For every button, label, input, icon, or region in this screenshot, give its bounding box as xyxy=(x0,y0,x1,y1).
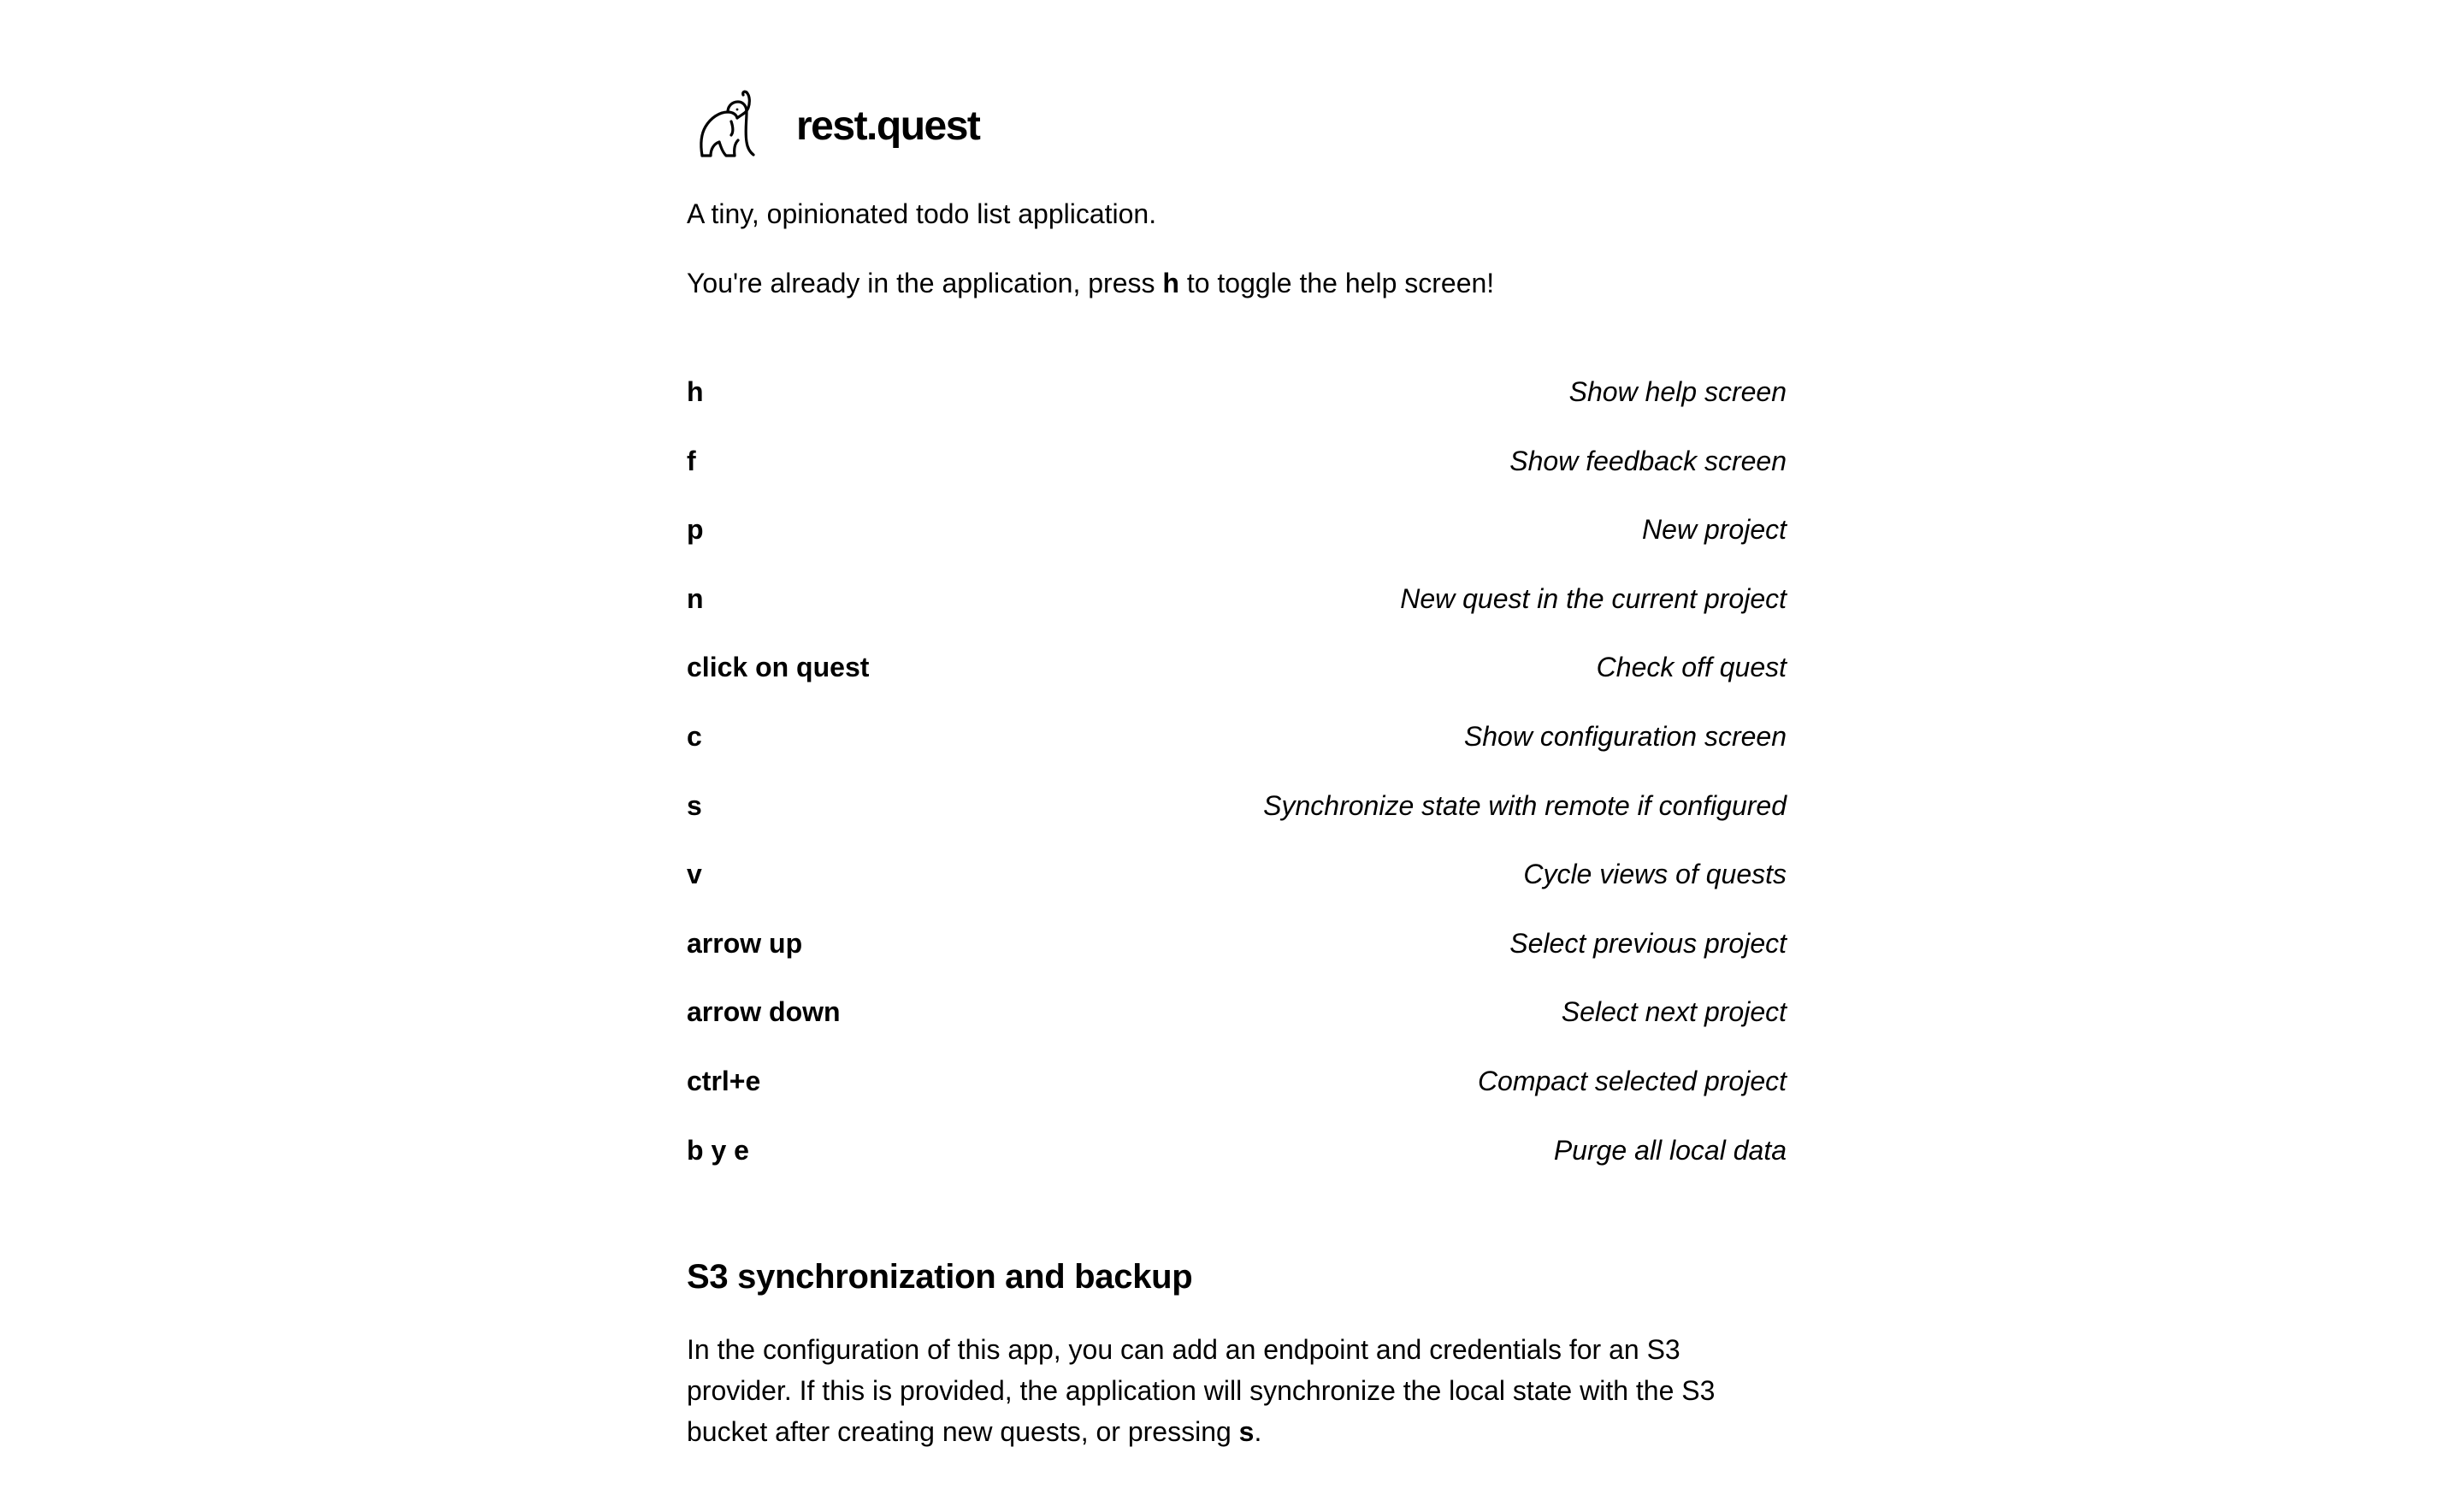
shortcut-description: Show configuration screen xyxy=(1463,720,1787,752)
shortcut-description: Show help screen xyxy=(1568,376,1787,407)
shortcut-description: Show feedback screen xyxy=(1509,445,1787,476)
shortcut-row-next-project xyxy=(687,991,1787,1060)
shortcut-key: v xyxy=(687,859,702,890)
shortcut-description: New quest in the current project xyxy=(1400,582,1787,614)
s3-section-title: S3 synchronization and backup xyxy=(687,1258,1193,1296)
shortcut-description: New project xyxy=(1642,514,1787,546)
help-hint xyxy=(687,263,1494,304)
shortcut-key: c xyxy=(687,720,702,752)
shortcut-row-feedback xyxy=(687,440,1787,510)
shortcut-description: Cycle views of quests xyxy=(1523,859,1787,890)
app-header xyxy=(687,84,979,168)
elephant-icon xyxy=(687,84,771,168)
s3-body-key: s xyxy=(1238,1416,1255,1447)
shortcut-key: ctrl+e xyxy=(687,1065,761,1096)
shortcut-row-configuration xyxy=(687,716,1787,785)
shortcut-description: Check off quest xyxy=(1596,652,1787,683)
shortcut-row-compact xyxy=(687,1060,1787,1130)
shortcut-row-purge xyxy=(687,1130,1787,1199)
shortcut-key: f xyxy=(687,445,696,476)
shortcut-description: Synchronize state with remote if configured xyxy=(1263,789,1787,821)
shortcut-key: arrow down xyxy=(687,996,841,1028)
shortcut-key: arrow up xyxy=(687,927,803,959)
shortcut-row-cycle-views xyxy=(687,853,1787,923)
shortcut-description: Compact selected project xyxy=(1477,1065,1787,1096)
shortcut-key: click on quest xyxy=(687,652,870,683)
help-hint-before: You're already in the application, press xyxy=(687,268,1163,298)
shortcut-row-help xyxy=(687,371,1787,440)
shortcut-key: p xyxy=(687,514,704,546)
app-title: rest.quest xyxy=(796,103,980,149)
shortcut-row-new-quest xyxy=(687,578,1787,647)
shortcut-key: n xyxy=(687,582,704,614)
shortcut-row-check-off xyxy=(687,647,1787,716)
s3-body-after: . xyxy=(1254,1416,1262,1447)
s3-section-body xyxy=(687,1329,1787,1452)
shortcut-key: s xyxy=(687,789,702,821)
shortcut-row-previous-project xyxy=(687,923,1787,992)
app-tagline: A tiny, opinionated todo list application. xyxy=(687,198,1157,229)
shortcut-key: h xyxy=(687,376,704,407)
shortcut-description: Select next project xyxy=(1561,996,1787,1028)
s3-body-before: In the configuration of this app, you can add an endpoint and credentials for an S3 provider. If this is provided, the application will synchronize the local state with the S3 bucket after creating new quests, or pressing xyxy=(687,1334,1716,1447)
shortcut-description: Purge all local data xyxy=(1553,1134,1787,1166)
shortcut-row-new-project xyxy=(687,509,1787,578)
help-hint-after: to toggle the help screen! xyxy=(1178,268,1495,298)
shortcut-description: Select previous project xyxy=(1509,927,1787,959)
shortcut-list xyxy=(687,371,1787,1198)
help-hint-key: h xyxy=(1162,268,1179,298)
shortcut-row-synchronize xyxy=(687,785,1787,854)
shortcut-key: b y e xyxy=(687,1134,749,1166)
